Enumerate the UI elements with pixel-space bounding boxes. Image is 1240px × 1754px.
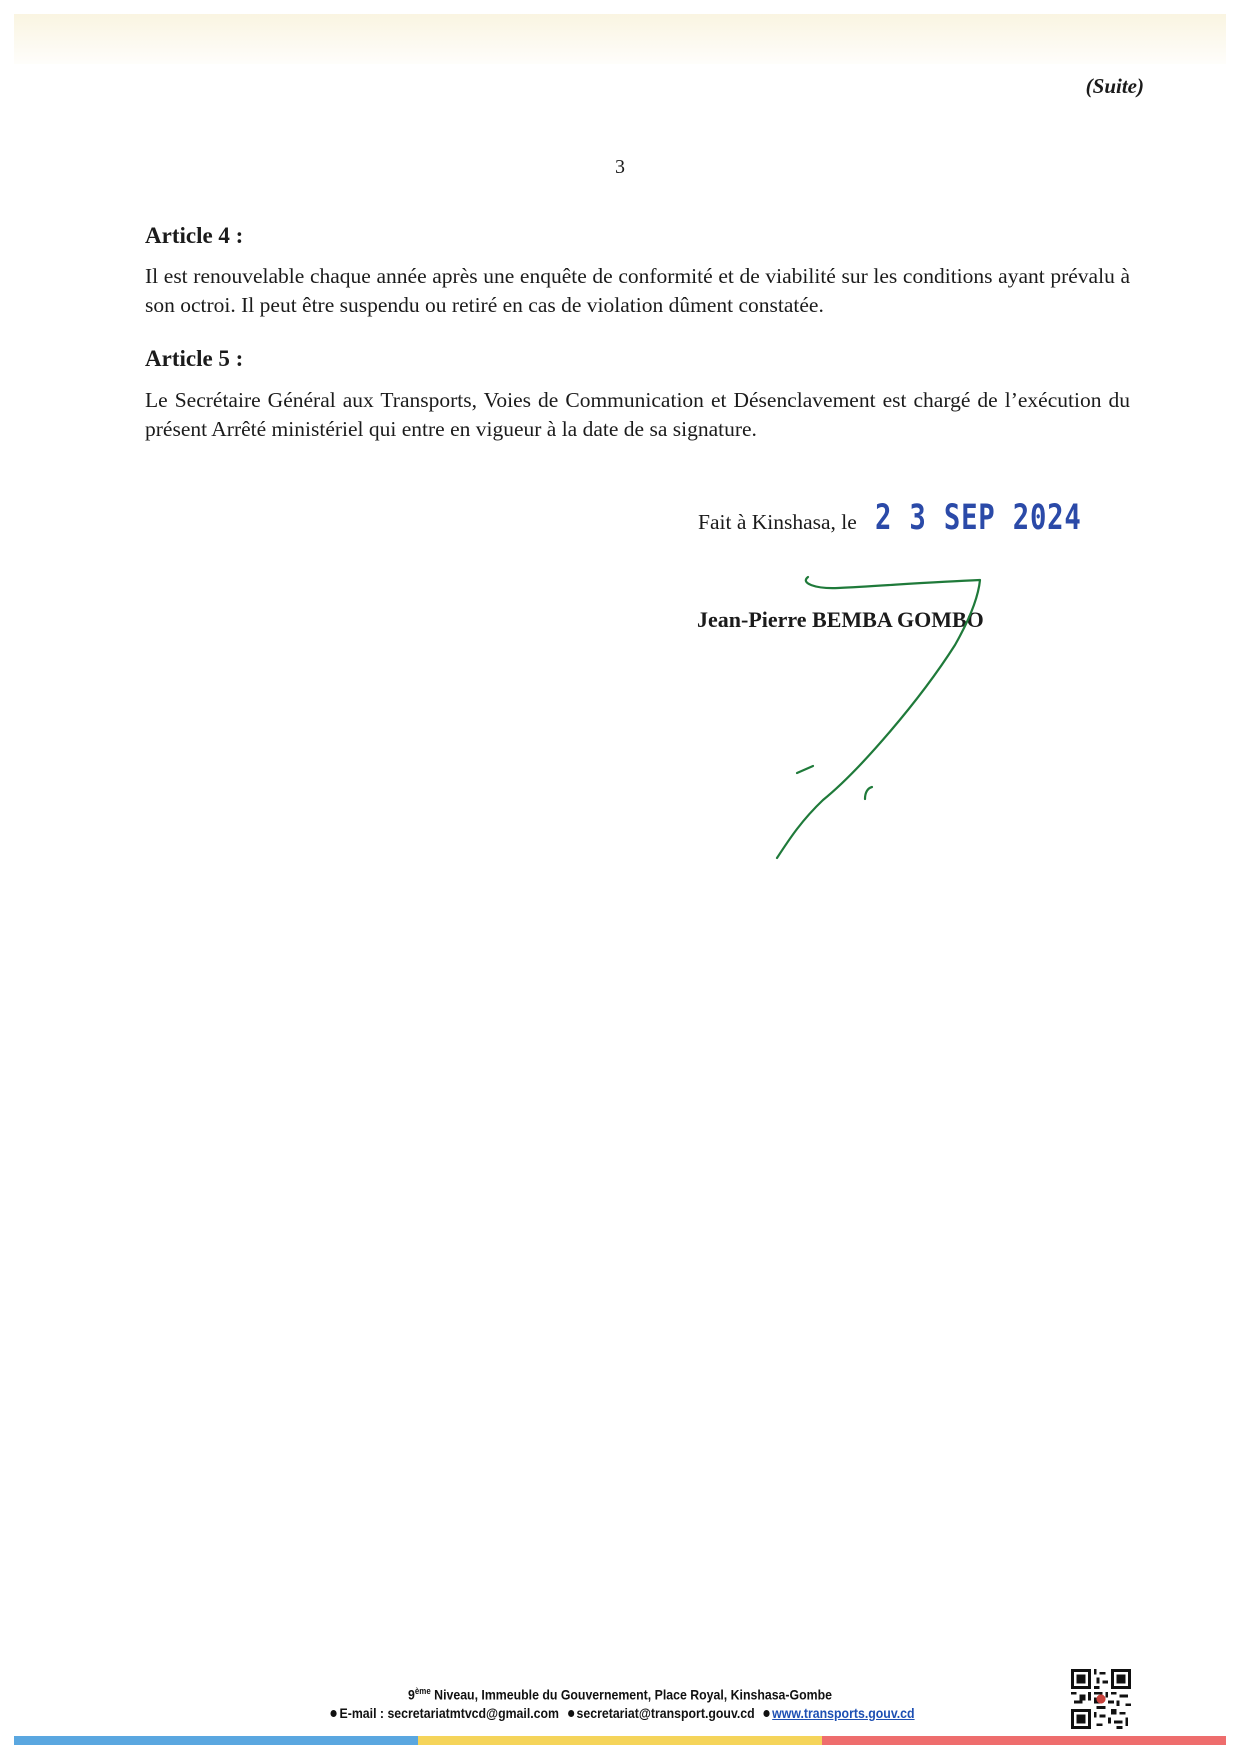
article-4-heading: Article 4 :	[145, 223, 244, 248]
date-stamp: 2 3 SEP 2024	[874, 498, 1082, 538]
color-bar-segment	[418, 1736, 822, 1745]
footer-color-bar	[14, 1736, 1226, 1745]
qr-code-icon	[1071, 1669, 1131, 1729]
email-1: secretariatmtvcd@gmail.com	[387, 1704, 560, 1721]
article-4-body: Il est renouvelable chaque année après une enquête de conformité et de viabilité sur les conditions ayant prévalu à son octroi. Il peut être suspendu ou retiré en cas de violation dûment constatée.	[145, 264, 1130, 317]
bullet-icon	[568, 1710, 574, 1717]
place-and-date	[698, 498, 1140, 538]
footer	[0, 1682, 1240, 1722]
signature-dash-stroke	[797, 766, 813, 773]
signatory-name: Jean-Pierre BEMBA GOMBO	[697, 607, 984, 632]
website-link[interactable]: www.transports.gouv.cd	[772, 1704, 915, 1721]
email-label: E-mail :	[339, 1704, 385, 1721]
place-text: Fait à Kinshasa, le	[698, 510, 857, 534]
color-bar-segment	[822, 1736, 1226, 1745]
floor-suffix: ème	[414, 1686, 431, 1696]
footer-address	[74, 1682, 1165, 1704]
continuation-label: (Suite)	[1085, 74, 1144, 98]
floor-number: 9	[408, 1686, 415, 1703]
bullet-icon	[331, 1710, 337, 1717]
signature-tick-stroke	[865, 787, 872, 799]
color-bar-segment	[14, 1736, 418, 1745]
article-5-heading: Article 5 :	[145, 346, 244, 371]
address-text: Niveau, Immeuble du Gouvernement, Place Royal, Kinshasa-Gombe	[434, 1686, 832, 1703]
page-number: 3	[615, 156, 625, 178]
bullet-icon	[763, 1710, 769, 1717]
header-band	[14, 14, 1226, 64]
footer-contacts	[74, 1704, 1165, 1722]
article-5-body: Le Secrétaire Général aux Transports, Voies de Communication et Désenclavement est chargé de l’exécution du présent Arrêté ministériel qui entre en vigueur à la date de sa signature.	[145, 388, 1130, 441]
email-2: secretariat@transport.gouv.cd	[576, 1704, 755, 1721]
